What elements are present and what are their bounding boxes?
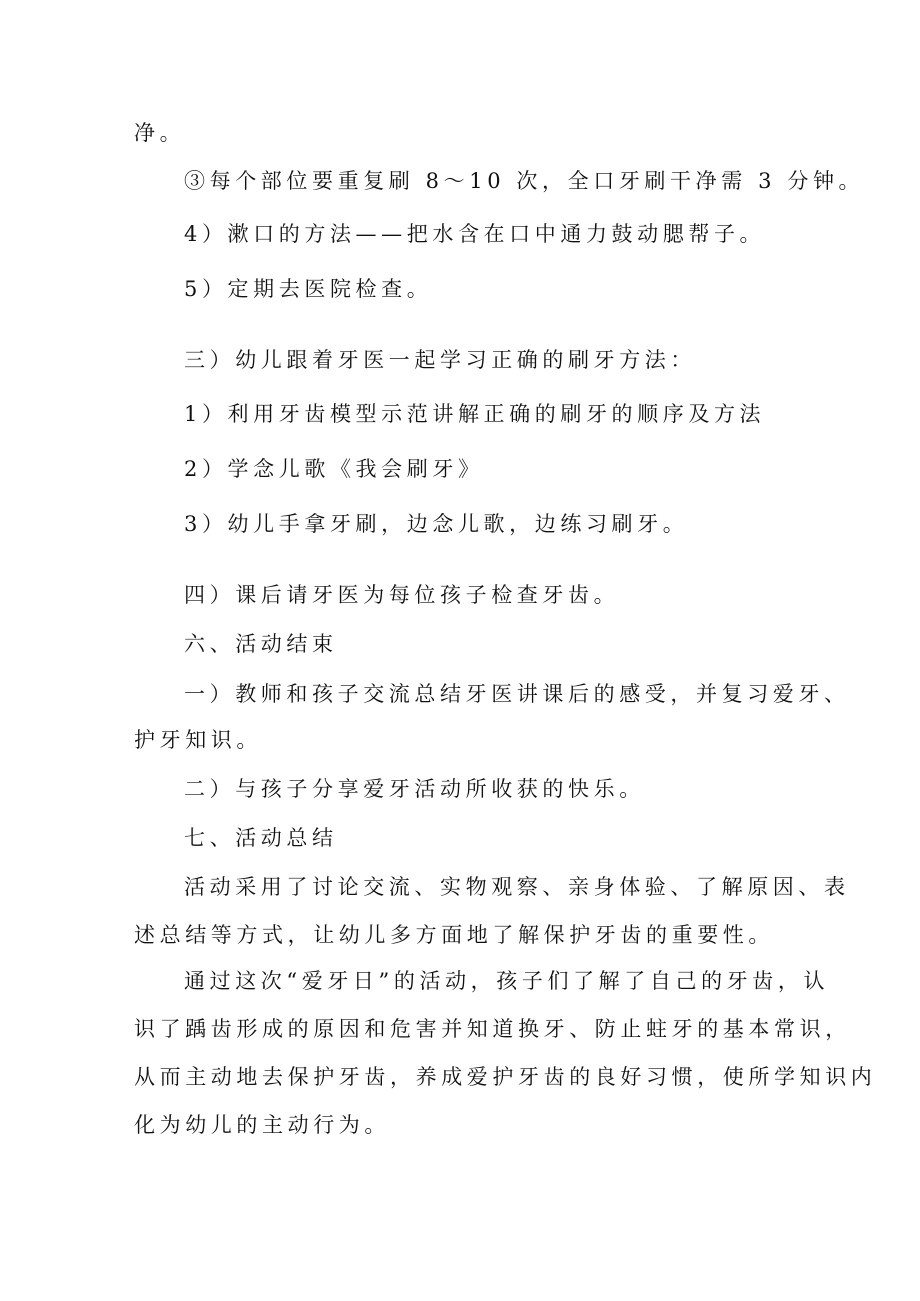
text-line: 护牙知识。 [134, 728, 262, 752]
text-line: 活动采用了讨论交流、实物观察、亲身体验、了解原因、表 [184, 875, 850, 899]
text-line: 二）与孩子分享爱牙活动所收获的快乐。 [184, 777, 645, 801]
text-line: 识了踽齿形成的原因和危害并知道换牙、防止蛀牙的基本常识， [134, 1017, 851, 1041]
text-line: 三）幼儿跟着牙医一起学习正确的刷牙方法： [184, 348, 696, 372]
text-line: ③每个部位要重复刷 8～10 次，全口牙刷干净需 3 分钟。 [184, 169, 865, 193]
text-line: 净。 [134, 121, 186, 145]
text-line: 4）漱口的方法——把水含在口中通力鼓动腮帮子。 [184, 222, 766, 246]
text-line: 3）幼儿手拿牙刷，边念儿歌，边练习刷牙。 [184, 512, 689, 536]
text-line: 通过这次“爱牙日”的活动，孩子们了解了自己的牙齿，认 [184, 969, 830, 993]
section-heading: 六、活动结束 [184, 632, 338, 656]
text-line: 5）定期去医院检查。 [184, 277, 433, 301]
text-line: 1）利用牙齿模型示范讲解正确的刷牙的顺序及方法 [184, 402, 766, 426]
text-line: 述总结等方式，让幼儿多方面地了解保护牙齿的重要性。 [134, 923, 774, 947]
text-line: 四）课后请牙医为每位孩子检查牙齿。 [184, 583, 620, 607]
text-line: 2）学念儿歌《我会刷牙》 [184, 457, 484, 481]
text-line: 化为幼儿的主动行为。 [134, 1113, 390, 1137]
text-line: 从而主动地去保护牙齿，养成爱护牙齿的良好习惯，使所学知识内 [134, 1065, 877, 1089]
section-heading: 七、活动总结 [184, 826, 338, 850]
text-line: 一）教师和孩子交流总结牙医讲课后的感受，并复习爱牙、 [184, 682, 850, 706]
